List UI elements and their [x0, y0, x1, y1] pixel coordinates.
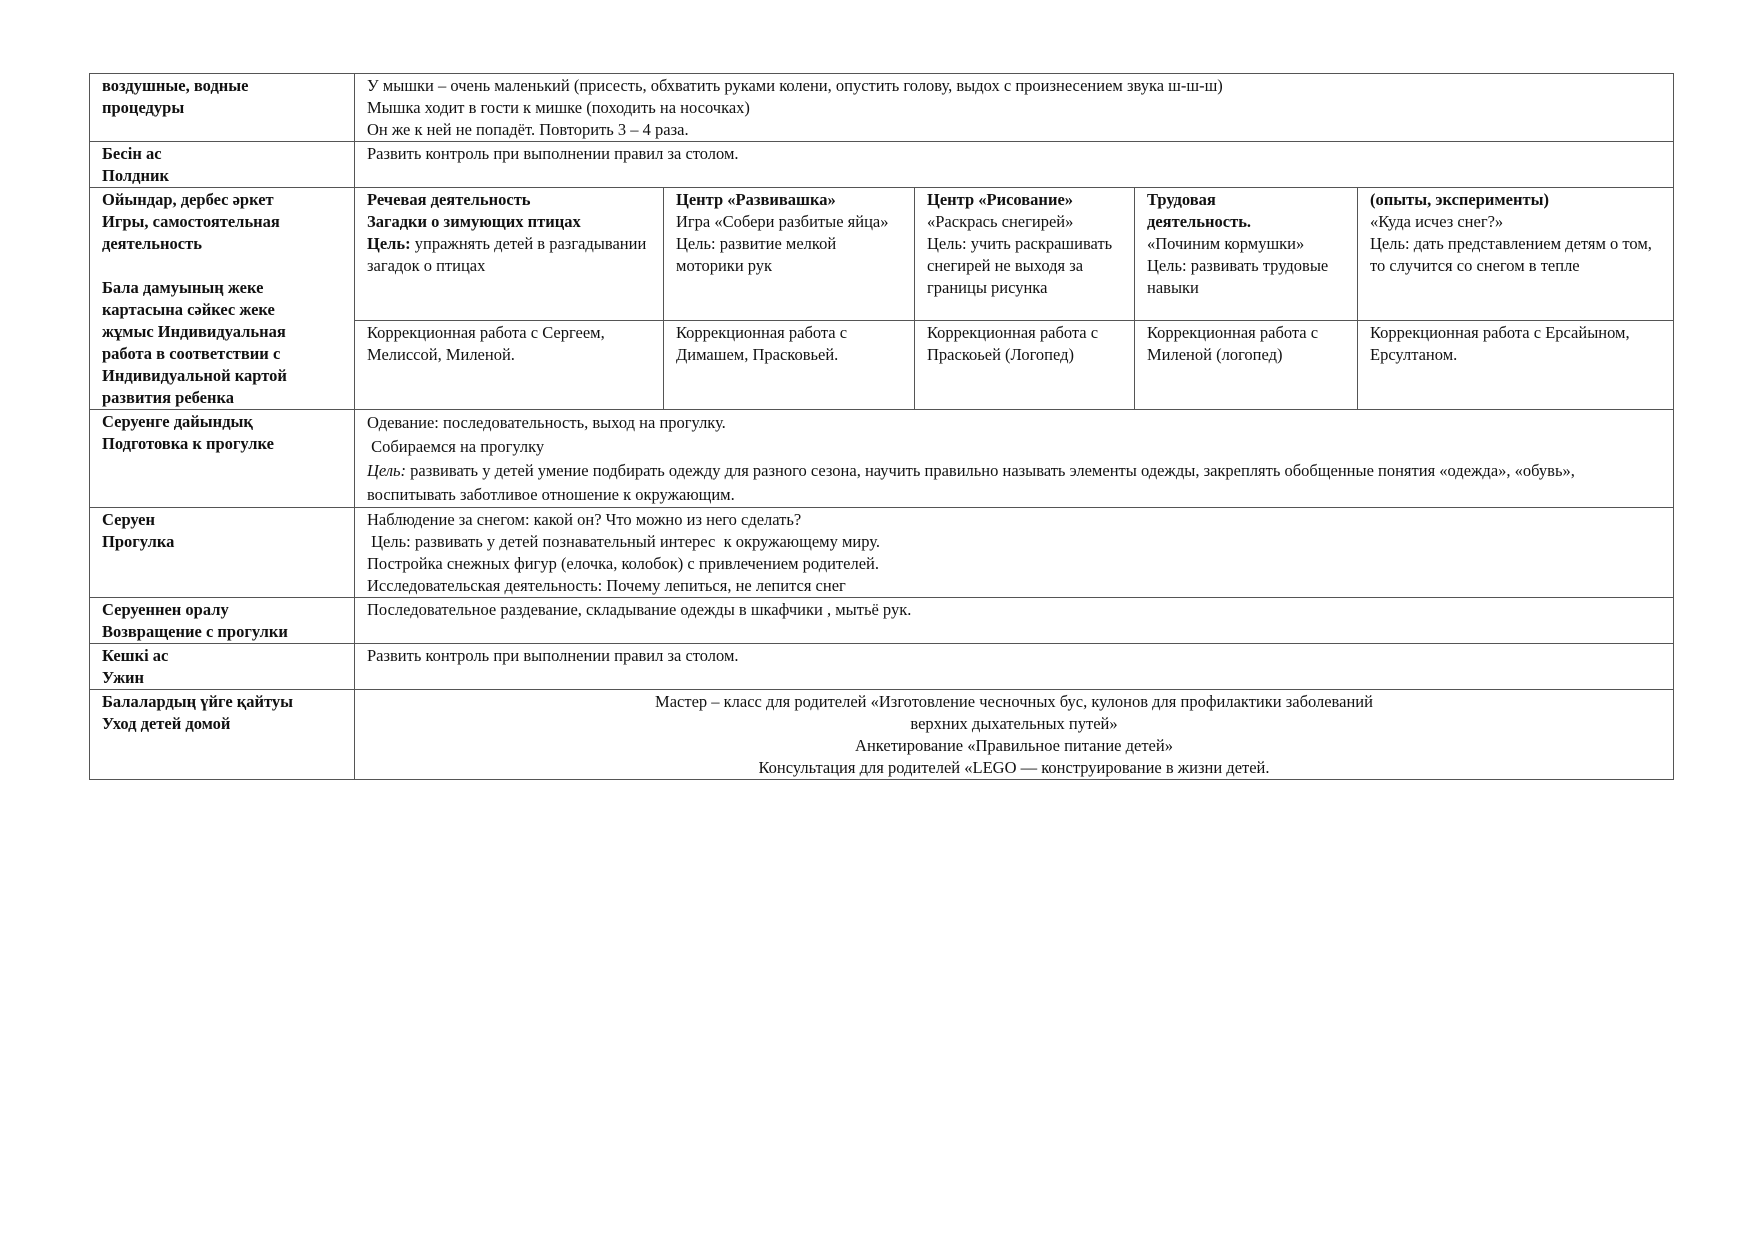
activity-line: «Куда исчез снег?»: [1370, 212, 1504, 231]
daily-plan-table: [89, 73, 1674, 780]
goal-label: Цель:: [367, 461, 407, 480]
content-line: Одевание: последовательность, выход на прогулку.: [367, 413, 726, 432]
walk-content: [355, 508, 1674, 598]
activity-line: Цель: развитие мелкой моторики рук: [676, 234, 837, 275]
label-line: жұмыс Индивидуальная: [102, 322, 286, 341]
label-line: развития ребенка: [102, 388, 235, 407]
row-prep-walk: [90, 410, 1674, 508]
row-label-games: [90, 188, 355, 410]
activity-title: (опыты, эксперименты): [1370, 190, 1549, 209]
label-line: Игры, самостоятельная: [102, 212, 280, 231]
activity-speech: [355, 188, 664, 321]
row-label-return: [90, 598, 355, 644]
activity-title: Речевая деятельность: [367, 190, 531, 209]
correction-cell: Коррекционная работа с Сергеем, Мелиссой, Миленой.: [355, 320, 664, 409]
content-line: Мастер – класс для родителей «Изготовление чесночных бус, кулонов для профилактики заболеваний: [655, 692, 1373, 711]
activity-goal: [367, 234, 646, 275]
label-kz: Балалардың үйге қайтуы: [102, 692, 294, 711]
label-kz: Серуенге дайындық: [102, 412, 253, 431]
label-kz: Кешкі ас: [102, 646, 169, 665]
label-ru: Прогулка: [102, 532, 175, 551]
home-content: [355, 690, 1674, 780]
content-line: Исследовательская деятельность: Почему лепиться, не лепится снег: [367, 576, 846, 595]
content-line: Цель: развивать у детей познавательный интерес к окружающему миру.: [367, 532, 880, 551]
label-line: Ойындар, дербес әркет: [102, 190, 274, 209]
label-spacer: [102, 255, 342, 277]
row-dinner: [90, 644, 1674, 690]
content-line: Мышка ходит в гости к мишке (походить на носочках): [367, 98, 750, 117]
label-line: деятельность: [102, 234, 202, 253]
row-label-air-procedures: [90, 74, 355, 142]
goal-text: упражнять детей в разгадывании загадок о птицах: [367, 234, 647, 275]
label-ru: Возвращение с прогулки: [102, 622, 288, 641]
row-label-home: [90, 690, 355, 780]
row-label-dinner: [90, 644, 355, 690]
activity-labor: [1135, 188, 1358, 321]
content-line: верхних дыхательных путей»: [910, 714, 1118, 733]
activity-title: Трудовая: [1147, 190, 1216, 209]
label-line: работа в соответствии с: [102, 344, 281, 363]
activity-title: Центр «Развивашка»: [676, 190, 836, 209]
activity-experiments: [1358, 188, 1674, 321]
goal-label: Цель:: [367, 234, 411, 253]
label-ru: Полдник: [102, 166, 169, 185]
label-line: процедуры: [102, 98, 185, 117]
row-label-prep-walk: [90, 410, 355, 508]
content-line: Он же к ней не попадёт. Повторить 3 – 4 раза.: [367, 120, 689, 139]
row-games: [90, 188, 1674, 321]
activity-line: Цель: дать представлением детям о том, то случится со снегом в тепле: [1370, 234, 1652, 275]
activity-line: «Починим кормушки»: [1147, 234, 1305, 253]
activity-line: «Раскрась снегирей»: [927, 212, 1074, 231]
activity-line: Цель: развивать трудовые навыки: [1147, 256, 1329, 297]
content-line: У мышки – очень маленький (присесть, обхватить руками колени, опустить голову, выдох с произнесением звука ш-ш-ш): [367, 76, 1223, 95]
activity-title: деятельность.: [1147, 212, 1252, 231]
goal-text: развивать у детей умение подбирать одежду для разного сезона, научить правильно называть элементы одежды, закреплять обобщенные понятия «одежда», «обувь», воспитывать заботливое отношение к окружающим.: [367, 461, 1575, 504]
correction-cell: Коррекционная работа с Миленой (логопед): [1135, 320, 1358, 409]
row-snack: [90, 142, 1674, 188]
activity-development-center: [664, 188, 915, 321]
air-procedures-content: [355, 74, 1674, 142]
label-kz: Серуеннен оралу: [102, 600, 229, 619]
row-label-snack: [90, 142, 355, 188]
activity-line: Цель: учить раскрашивать снегирей не выходя за границы рисунка: [927, 234, 1113, 297]
label-line: Индивидуальной картой: [102, 366, 287, 385]
correction-cell: Коррекционная работа с Димашем, Прасковьей.: [664, 320, 915, 409]
content-line: Консультация для родителей «LEGO — конструирование в жизни детей.: [758, 758, 1270, 777]
label-kz: Бесін ас: [102, 144, 162, 163]
row-air-procedures: [90, 74, 1674, 142]
prep-walk-content: [355, 410, 1674, 508]
activity-title: Центр «Рисование»: [927, 190, 1074, 209]
content-line: Собираемся на прогулку: [367, 437, 545, 456]
label-kz: Серуен: [102, 510, 155, 529]
dinner-content: Развить контроль при выполнении правил за столом.: [355, 644, 1674, 690]
prep-walk-goal: [367, 461, 1575, 504]
label-ru: Ужин: [102, 668, 145, 687]
row-label-walk: [90, 508, 355, 598]
label-line: картасына сәйкес жеке: [102, 300, 275, 319]
content-line: Анкетирование «Правильное питание детей»: [855, 736, 1173, 755]
label-line: Бала дамуының жеке: [102, 278, 264, 297]
label-line: воздушные, водные: [102, 76, 249, 95]
snack-content: Развить контроль при выполнении правил за столом.: [355, 142, 1674, 188]
content-line: Наблюдение за снегом: какой он? Что можно из него сделать?: [367, 510, 802, 529]
correction-cell: Коррекционная работа с Праскоьей (Логопед): [915, 320, 1135, 409]
label-ru: Уход детей домой: [102, 714, 231, 733]
correction-cell: Коррекционная работа с Ерсайыном, Ерсултаном.: [1358, 320, 1674, 409]
content-line: Постройка снежных фигур (елочка, колобок) с привлечением родителей.: [367, 554, 879, 573]
row-walk: [90, 508, 1674, 598]
row-home: [90, 690, 1674, 780]
label-ru: Подготовка к прогулке: [102, 434, 274, 453]
activity-drawing-center: [915, 188, 1135, 321]
activity-line: Игра «Собери разбитые яйца»: [676, 212, 889, 231]
return-content: Последовательное раздевание, складывание одежды в шкафчики , мытьё рук.: [355, 598, 1674, 644]
row-return: [90, 598, 1674, 644]
activity-title: Загадки о зимующих птицах: [367, 212, 581, 231]
